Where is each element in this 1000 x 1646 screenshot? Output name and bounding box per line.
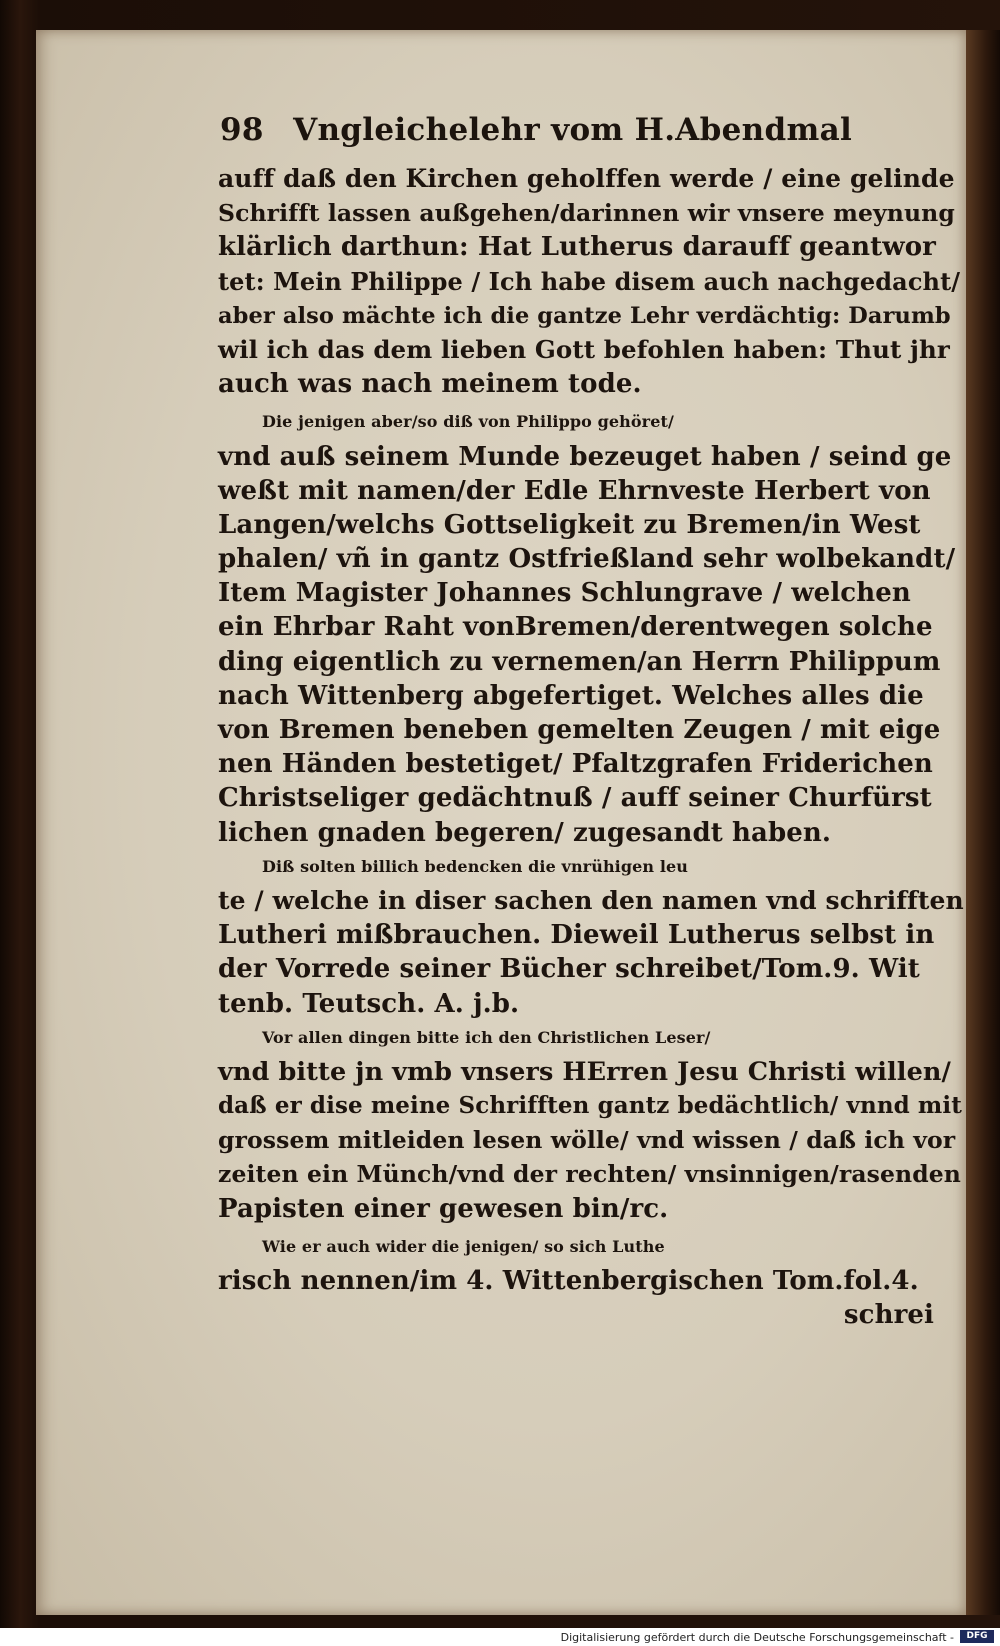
text-line: Die jenigen aber/so diß von Philippo gehöret/ [262, 412, 674, 432]
text-line: ding eigentlich zu vernemen/an Herrn Philippum [218, 646, 941, 677]
running-title: Vngleichelehr vom H.Abendmal [293, 112, 853, 148]
digitization-credit: Digitalisierung gefördert durch die Deutsche Forschungsgemeinschaft - [560, 1631, 954, 1644]
text-line: aber also mächte ich die gantze Lehr verdächtig: Darumb [218, 302, 951, 329]
text-line: Christseliger gedächtnuß / auff seiner Churfürst [218, 783, 932, 814]
text-line: wil ich das dem lieben Gott befohlen haben: Thut jhr [218, 334, 950, 364]
text-line: Lutheri mißbrauchen. Dieweil Lutherus selbst in [218, 920, 935, 951]
text-line: weßt mit namen/der Edle Ehrnveste Herbert von [218, 475, 931, 506]
dfg-logo: DFG [960, 1630, 994, 1643]
text-line: daß er dise meine Schrifften gantz bedächtlich/ vnnd mit [218, 1092, 962, 1120]
text-line: Item Magister Johannes Schlungrave / welchen [218, 578, 911, 609]
text-line: grossem mitleiden lesen wölle/ vnd wissen / daß ich vor [218, 1126, 956, 1155]
text-line: auff daß den Kirchen geholffen werde / eine gelinde [218, 164, 955, 193]
text-line: Papisten einer gewesen bin/rc. [218, 1193, 669, 1224]
text-line: phalen/ vñ in gantz Ostfrießland sehr wolbekandt/ [218, 544, 956, 575]
text-line: Diß solten billich bedencken die vnrühigen leu [262, 856, 689, 876]
text-line: klärlich darthun: Hat Lutherus darauff geantwor [218, 232, 936, 263]
body-text [218, 162, 964, 1332]
text-line: Wie er auch wider die jenigen/ so sich Luthe [262, 1236, 665, 1256]
text-line: zeiten ein Münch/vnd der rechten/ vnsinnigen/rasenden [218, 1160, 961, 1189]
catchword: schrei [843, 1300, 934, 1331]
text-line: tet: Mein Philippe / Ich habe disem auch nachgedacht/ [218, 266, 961, 296]
running-head [220, 112, 853, 162]
text-line: te / welche in diser sachen den namen vnd schrifften [218, 885, 964, 915]
text-line: Vor allen dingen bitte ich den Christlichen Leser/ [262, 1027, 711, 1047]
text-line: lichen gnaden begeren/ zugesandt haben. [218, 817, 832, 848]
text-line: auch was nach meinem tode. [218, 369, 642, 400]
text-line: ein Ehrbar Raht vonBremen/derentwegen solche [218, 612, 933, 643]
page-edge [966, 30, 1000, 1615]
text-line: Langen/welchs Gottseligkeit zu Bremen/in West [218, 509, 921, 540]
text-line: von Bremen beneben gemelten Zeugen / mit eige [218, 715, 941, 745]
page-number: 98 [220, 112, 264, 148]
text-line: nen Händen bestetiget/ Pfaltzgrafen Friderichen [218, 749, 933, 780]
text-line: der Vorrede seiner Bücher schreibet/Tom.9. Wit [218, 954, 920, 985]
text-line: vnd bitte jn vmb vnsers HErren Jesu Christi willen/ [218, 1056, 951, 1087]
text-line: vnd auß seinem Munde bezeuget haben / seind ge [218, 441, 952, 472]
text-line: tenb. Teutsch. A. j.b. [218, 988, 520, 1019]
text-line: Schrifft lassen außgehen/darinnen wir vnsere meynung [218, 199, 955, 228]
text-line: risch nennen/im 4. Wittenbergischen Tom.fol.4. [218, 1266, 919, 1296]
text-line: nach Wittenberg abgefertiget. Welches alles die [218, 680, 924, 711]
